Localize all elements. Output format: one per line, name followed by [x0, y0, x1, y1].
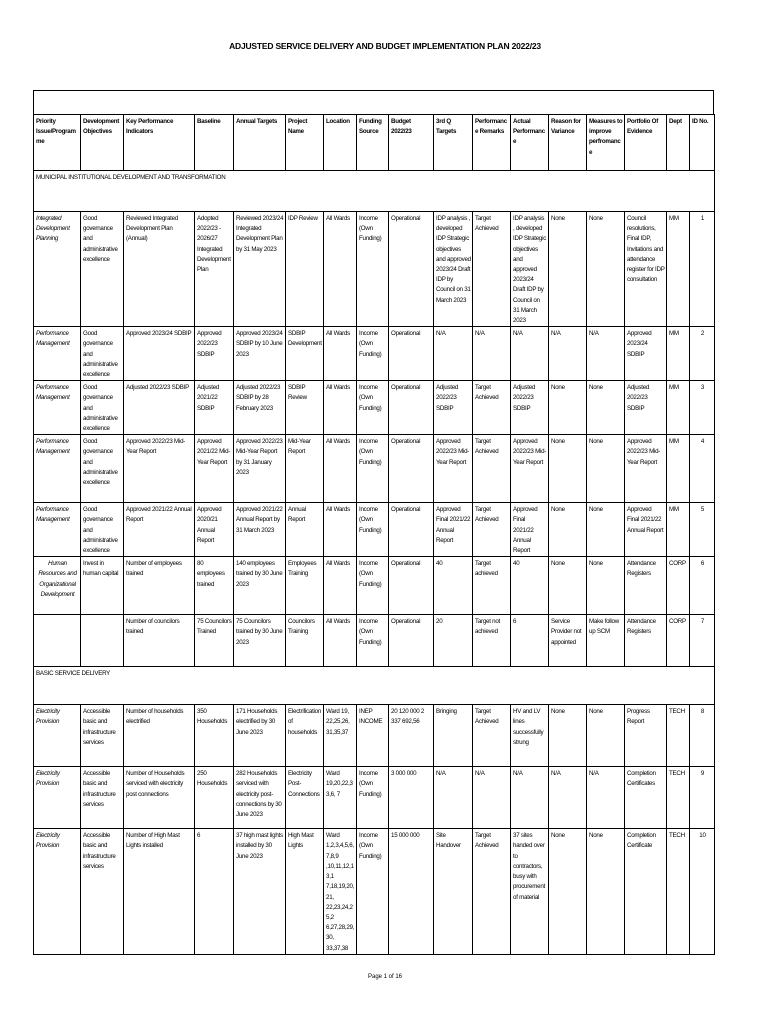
table-cell: Good governance and administrative excellence: [81, 435, 124, 503]
table-cell: 6: [511, 615, 549, 667]
table-row: [34, 435, 715, 503]
table-row: [34, 557, 715, 615]
table-cell: Number of employees trained: [124, 557, 195, 615]
table-cell: Accessible basic and infrastructure services: [81, 767, 124, 829]
table-row: [34, 705, 715, 767]
header-cell: Funding Source: [357, 115, 389, 171]
table-cell: Service Provider not appointed: [549, 615, 587, 667]
table-cell: 3 000 000: [389, 767, 434, 829]
table-cell: TECH: [667, 767, 690, 829]
table-cell: None: [587, 829, 625, 954]
table-cell: N/A: [511, 327, 549, 381]
section-row: [34, 667, 715, 705]
table-cell: N/A: [434, 767, 473, 829]
table-cell: Operational: [389, 381, 434, 435]
table-cell: 6: [195, 829, 234, 954]
table-cell: Approved 2021/22 Mid-Year Report: [195, 435, 234, 503]
table-cell: Number of councilors trained: [124, 615, 195, 667]
table-cell: Ward 19,20,22,33,6, 7: [324, 767, 357, 829]
table-cell: None: [549, 381, 587, 435]
table-cell: Target achieved: [473, 557, 511, 615]
table-row: [34, 381, 715, 435]
table-cell: Attendance Registers: [625, 615, 667, 667]
table-cell: None: [549, 557, 587, 615]
table-cell: N/A: [473, 767, 511, 829]
header-cell: Dept: [667, 115, 690, 171]
table-cell: None: [549, 503, 587, 557]
table-cell: 75 Councilors trained by 30 June 2023: [234, 615, 286, 667]
page-title: ADJUSTED SERVICE DELIVERY AND BUDGET IMPLEMENTATION PLAN 2022/23: [229, 41, 541, 51]
table-cell: SDBIP Review: [286, 381, 324, 435]
table-cell: Accessible basic and infrastructure services: [81, 705, 124, 767]
table-cell: Approved 2023/24 SDBIP by 10 June 2023: [234, 327, 286, 381]
header-cell: Annual Targets: [234, 115, 286, 171]
table-cell: Adopted 2022/23 - 2026/27 Integrated Development Plan: [195, 212, 234, 327]
table-cell: N/A: [473, 327, 511, 381]
table-row: [34, 767, 715, 829]
table-cell: Invest in human capital: [81, 557, 124, 615]
table-cell: Approved Final 2021/22 Annual Report: [434, 503, 473, 557]
table-row: [34, 829, 715, 954]
table-cell: 37 sites handed over to contractors, busy with procurement of material: [511, 829, 549, 954]
table-cell: Completion Certificates: [625, 767, 667, 829]
table-cell: 250 Households: [195, 767, 234, 829]
table-cell: Adjusted 2022/23 SDBIP: [434, 381, 473, 435]
table-cell: MM: [667, 327, 690, 381]
table-cell: None: [587, 435, 625, 503]
page-number: Page 1 of 16: [367, 974, 403, 980]
header-cell: Reason for Variance: [549, 115, 587, 171]
table-cell: Good governance and administrative excellence: [81, 503, 124, 557]
table-cell: IDP Review: [286, 212, 324, 327]
header-cell: Project Name: [286, 115, 324, 171]
table-cell: 171 Households electrified by 30 June 2023: [234, 705, 286, 767]
table-cell: Income (Own Funding): [357, 327, 389, 381]
table-cell: MM: [667, 381, 690, 435]
table-cell: Income (Own Funding): [357, 381, 389, 435]
table-cell: Target not achieved: [473, 615, 511, 667]
table-cell: Approved 2022/23 SDBIP: [195, 327, 234, 381]
table-cell: Target Achieved: [473, 435, 511, 503]
table-cell: Reviewed 2023/24 Integrated Development Plan by 31 May 2023: [234, 212, 286, 327]
table-cell: Ward 1,2,3,4,5,6,7,8,9 ,10,11,12,13,1 7,18,19,20,21, 22,23,24,25,2 6,27,28,29,30, 33,37,38: [324, 829, 357, 954]
table-cell: 80 employees trained: [195, 557, 234, 615]
table-cell: Electricity Provision: [34, 829, 81, 954]
table-cell: Bringing: [434, 705, 473, 767]
table-cell: None: [587, 705, 625, 767]
table-cell: Employees Training: [286, 557, 324, 615]
table-top-band: [33, 90, 714, 114]
table-cell: Good governance and administrative excellence: [81, 381, 124, 435]
table-cell: CORP: [667, 557, 690, 615]
table-cell: Operational: [389, 557, 434, 615]
header-cell: Key Performance Indicators: [124, 115, 195, 171]
table-cell: [81, 615, 124, 667]
table-cell: IDP analysis , developed IDP Strategic objectives and approved 2023/24 Draft IDP by Council on 31 March 2023: [434, 212, 473, 327]
table-cell: Performance Management: [34, 435, 81, 503]
table-cell: Make follow up SCM: [587, 615, 625, 667]
table-cell: Mid-Year Report: [286, 435, 324, 503]
table-cell: All Wards: [324, 327, 357, 381]
table-cell: Performance Management: [34, 503, 81, 557]
table-cell: 5: [690, 503, 715, 557]
header-cell: ID No.: [690, 115, 715, 171]
table-cell: Electricity Provision: [34, 705, 81, 767]
table-row: [34, 212, 715, 327]
table-cell: Income (Own Funding): [357, 767, 389, 829]
table-cell: None: [587, 212, 625, 327]
table-cell: Approved 2023/24 SDBIP: [625, 327, 667, 381]
table-cell: 7: [690, 615, 715, 667]
table-cell: CORP: [667, 615, 690, 667]
table-cell: All Wards: [324, 212, 357, 327]
table-cell: HV and LV lines successfully strung: [511, 705, 549, 767]
table-cell: 140 employees trained by 30 June 2023: [234, 557, 286, 615]
table-cell: N/A: [549, 327, 587, 381]
table-cell: 75 Councilors Trained: [195, 615, 234, 667]
table-cell: Approved 2022/23 Mid-Year Report: [625, 435, 667, 503]
table-cell: 6: [690, 557, 715, 615]
table-cell: Target Achieved: [473, 705, 511, 767]
table-cell: Electricity Post-Connections: [286, 767, 324, 829]
table-cell: Site Handover: [434, 829, 473, 954]
table-cell: Target Achieved: [473, 829, 511, 954]
table-cell: TECH: [667, 829, 690, 954]
table-cell: Approved 2021/22 Annual Report: [124, 503, 195, 557]
table-cell: Adjusted 2022/23 SDBIP: [511, 381, 549, 435]
table-cell: Target Achieved: [473, 212, 511, 327]
table-cell: MM: [667, 212, 690, 327]
header-cell: Location: [324, 115, 357, 171]
table-cell: None: [549, 829, 587, 954]
table-cell: 37 high mast lights installed by 30 June 2023: [234, 829, 286, 954]
table-cell: Performance Management: [34, 327, 81, 381]
header-row: [34, 115, 715, 171]
table-cell: Income (Own Funding): [357, 212, 389, 327]
table-cell: 2: [690, 327, 715, 381]
table-cell: 282 Households serviced with electricity post-connections by 30 June 2023: [234, 767, 286, 829]
table-cell: [34, 615, 81, 667]
table-cell: Good governance and administrative excellence: [81, 327, 124, 381]
table-cell: Operational: [389, 435, 434, 503]
table-cell: Number of households electrified: [124, 705, 195, 767]
table-cell: 8: [690, 705, 715, 767]
table-cell: IDP analysis , developed IDP Strategic objectives and approved 2023/24 Draft IDP by Council on 31 March 2023: [511, 212, 549, 327]
table-cell: Electricity Provision: [34, 767, 81, 829]
table-cell: All Wards: [324, 503, 357, 557]
table-cell: Adjusted 2022/23 SDBIP: [625, 381, 667, 435]
table-cell: 20: [434, 615, 473, 667]
table-cell: INEP INCOME: [357, 705, 389, 767]
table-cell: Operational: [389, 212, 434, 327]
table-cell: Approved 2022/23 Mid-Year Report: [511, 435, 549, 503]
table-cell: Attendance Registers: [625, 557, 667, 615]
table-cell: SDBIP Development: [286, 327, 324, 381]
table-cell: N/A: [549, 767, 587, 829]
table-cell: Good governance and administrative excellence: [81, 212, 124, 327]
table-cell: Operational: [389, 615, 434, 667]
section-row: [34, 171, 715, 212]
table-cell: Approved 2022/23 Mid-Year Report by 31 January 2023: [234, 435, 286, 503]
table-cell: Number of Households serviced with electricity post connections: [124, 767, 195, 829]
header-cell: Baseline: [195, 115, 234, 171]
table-cell: None: [549, 212, 587, 327]
table-cell: Number of High Mast Lights installed: [124, 829, 195, 954]
table-cell: MM: [667, 435, 690, 503]
table-cell: Councilors Training: [286, 615, 324, 667]
table-cell: 40: [434, 557, 473, 615]
table-cell: Income (Own Funding): [357, 503, 389, 557]
table-cell: 15 000 000: [389, 829, 434, 954]
table-cell: Approved 2022/23 Mid-Year Report: [124, 435, 195, 503]
section-heading: BASIC SERVICE DELIVERY: [34, 667, 715, 705]
header-cell: 3rd Q Targets: [434, 115, 473, 171]
table-cell: Electrification of households: [286, 705, 324, 767]
table-cell: 4: [690, 435, 715, 503]
table-cell: TECH: [667, 705, 690, 767]
table-cell: Approved 2020/21 Annual Report: [195, 503, 234, 557]
table-cell: Operational: [389, 327, 434, 381]
table-cell: None: [587, 503, 625, 557]
table-cell: Income (Own Funding): [357, 615, 389, 667]
table-cell: None: [549, 705, 587, 767]
table-row: [34, 503, 715, 557]
table-cell: All Wards: [324, 557, 357, 615]
table-cell: Performance Management: [34, 381, 81, 435]
header-cell: Priority Issue/Programme: [34, 115, 81, 171]
table-cell: 40: [511, 557, 549, 615]
table-cell: Accessible basic and infrastructure services: [81, 829, 124, 954]
table-cell: Council resolutions, Final IDP, Invitations and attendance register for IDP consultation: [625, 212, 667, 327]
table-cell: Target Achieved: [473, 381, 511, 435]
table-cell: Progress Report: [625, 705, 667, 767]
table-cell: Income (Own Funding): [357, 435, 389, 503]
table-cell: 9: [690, 767, 715, 829]
table-cell: All Wards: [324, 615, 357, 667]
table-cell: N/A: [434, 327, 473, 381]
table-cell: Integrated Development Planning: [34, 212, 81, 327]
sdbip-table: [33, 114, 715, 955]
table-cell: 1: [690, 212, 715, 327]
table-row: [34, 615, 715, 667]
table-cell: Approved 2021/22 Annual Report by 31 March 2023: [234, 503, 286, 557]
header-cell: Budget 2022/23: [389, 115, 434, 171]
table-cell: Adjusted 2022/23 SDBIP by 28 February 2023: [234, 381, 286, 435]
table-cell: Income (Own Funding): [357, 829, 389, 954]
table-cell: 10: [690, 829, 715, 954]
header-cell: Performance Remarks: [473, 115, 511, 171]
section-heading: MUNICIPAL INSTITUTIONAL DEVELOPMENT AND TRANSFORMATION: [34, 171, 715, 212]
table-cell: None: [587, 381, 625, 435]
table-cell: N/A: [587, 327, 625, 381]
header-cell: Development Objectives: [81, 115, 124, 171]
header-cell: Actual Performance: [511, 115, 549, 171]
table-cell: Adjusted 2021/22 SDBIP: [195, 381, 234, 435]
table-cell: None: [549, 435, 587, 503]
table-cell: Adjusted 2022/23 SDBIP: [124, 381, 195, 435]
table-cell: All Wards: [324, 435, 357, 503]
table-cell: Approved Final 2021/22 Annual Report: [511, 503, 549, 557]
table-cell: Human Resources and Organizational Development: [34, 557, 81, 615]
table-cell: N/A: [587, 767, 625, 829]
table-cell: 350 Households: [195, 705, 234, 767]
table-cell: 20 120 000 2 337 692,56: [389, 705, 434, 767]
table-cell: None: [587, 557, 625, 615]
table-row: [34, 327, 715, 381]
table-cell: Completion Certificate: [625, 829, 667, 954]
table-cell: High Mast Lights: [286, 829, 324, 954]
table-cell: Income (Own Funding): [357, 557, 389, 615]
table-cell: Approved 2022/23 Mid-Year Report: [434, 435, 473, 503]
table-cell: All Wards: [324, 381, 357, 435]
table-cell: Operational: [389, 503, 434, 557]
table-cell: N/A: [511, 767, 549, 829]
header-cell: Measures to improve perfromance: [587, 115, 625, 171]
table-cell: Reviewed Integrated Development Plan (Annual): [124, 212, 195, 327]
table-cell: Approved 2023/24 SDBIP: [124, 327, 195, 381]
table-cell: Approved Final 2021/22 Annual Report: [625, 503, 667, 557]
header-cell: Portfolio Of Evidence: [625, 115, 667, 171]
table-cell: 3: [690, 381, 715, 435]
table-cell: Ward 19, 22,25,26, 31,35,37: [324, 705, 357, 767]
table-cell: MM: [667, 503, 690, 557]
table-cell: Target Achieved: [473, 503, 511, 557]
table-cell: Annual Report: [286, 503, 324, 557]
